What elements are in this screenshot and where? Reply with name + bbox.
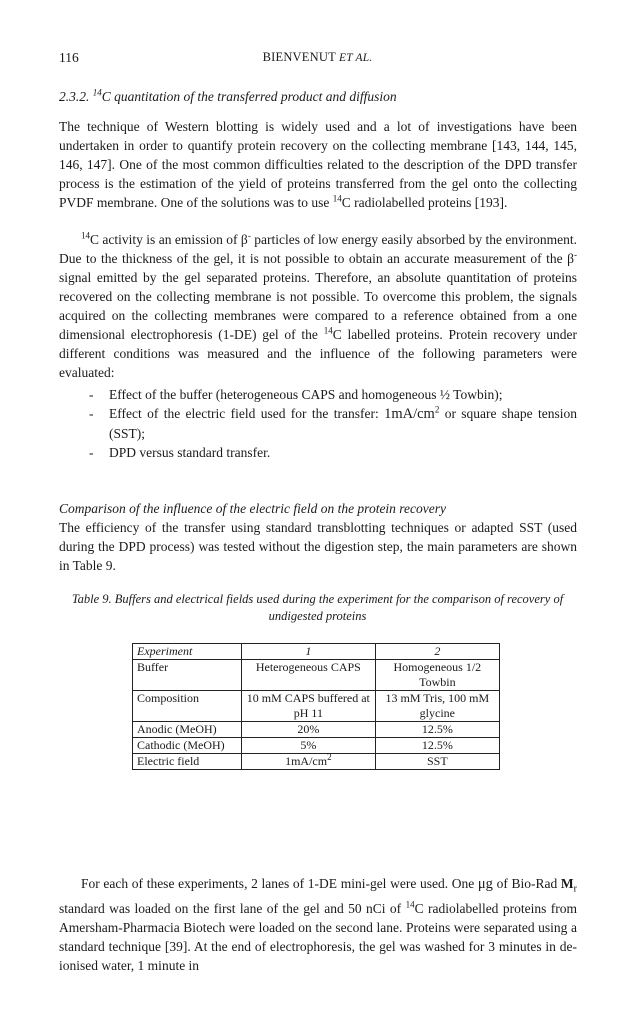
table-header-cell: 2: [375, 644, 499, 660]
table-cell: Composition: [133, 691, 242, 722]
table-row-anodic: [133, 722, 500, 738]
para2-s3: signal emitted by the gel separated proteins. Therefore, an absolute quantitation of proteins recovered on the collecting membrane is not possible. To overcome this problem, the signals acquired on the collecting membranes were compared to a reference obtained from a one dimensional electrophoresis (1-DE) gel of the: [59, 270, 577, 342]
microgram-symbol: μg: [477, 876, 493, 892]
section-title-text: C quantitation of the transferred product and diffusion: [101, 89, 397, 104]
field-unit-sup: 2: [434, 404, 440, 415]
table-row-electric-field: [133, 754, 500, 770]
paragraph-c14-activity: [59, 230, 577, 382]
section-number: 2.3.2.: [59, 89, 90, 104]
para2-beta-minus-2: -: [574, 249, 577, 260]
list-item-text-end: or square shape tension (SST);: [109, 406, 577, 441]
field-value-sup: 2: [327, 752, 332, 762]
table-cell: [242, 754, 376, 770]
list-item-dpd: [59, 443, 577, 462]
field-value: 1mA/cm: [285, 754, 328, 768]
list-item-text: Effect of the electric field used for the transfer:: [109, 406, 385, 421]
para4-isotope: 14: [405, 899, 415, 910]
table-cell: Homogeneous 1/2 Towbin: [375, 660, 499, 691]
para4-s1: For each of these experiments, 2 lanes of 1-DE mini-gel were used. One: [81, 876, 478, 891]
running-head-etal: ET AL.: [339, 52, 373, 64]
table-cell: 20%: [242, 722, 376, 738]
section-isotope: 14: [92, 87, 102, 98]
list-dash: -: [89, 445, 94, 460]
para1-text-end: C radiolabelled proteins [193].: [341, 195, 508, 210]
table-cell: SST: [375, 754, 499, 770]
table-cell: Anodic (MeOH): [133, 722, 242, 738]
paragraph-experiments: [59, 874, 577, 975]
page-header: [59, 50, 576, 68]
table-cell: Electric field: [133, 754, 242, 770]
list-item-electric-field: [59, 404, 577, 443]
table-cell: 13 mM Tris, 100 mM glycine: [375, 691, 499, 722]
table-header-row: [133, 644, 500, 660]
para1-isotope: 14: [332, 193, 342, 204]
para4-s3: standard was loaded on the first lane of the gel and 50 nCi of: [59, 900, 406, 916]
list-dash: -: [89, 387, 94, 402]
parameter-list: [59, 385, 577, 462]
list-item-text: Effect of the buffer (heterogeneous CAPS and homogeneous ½ Towbin);: [109, 387, 503, 402]
table-row-composition: [133, 691, 500, 722]
page-number: 116: [59, 50, 79, 65]
para4-s2: of Bio-Rad: [492, 876, 561, 891]
table-cell: Heterogeneous CAPS: [242, 660, 376, 691]
paragraph-efficiency: The efficiency of the transfer using standard transblotting techniques or adapted SST (used during the DPD process) was tested without the digestion step, the main parameters are shown in Table 9.: [59, 520, 577, 573]
table-caption: Table 9. Buffers and electrical fields used during the experiment for the comparison of recovery of undigested proteins: [71, 592, 564, 623]
section-title: [59, 87, 577, 106]
table-row-buffer: [133, 660, 500, 691]
para4-s4: C radiolabelled proteins from Amersham-Pharmacia Biotech were loaded on the second lane. Proteins were separated using a standard technique [39]. At the end of electrophoresis, the gel was washed for 3 minutes in de-ionised water, 1 minute in: [59, 900, 577, 973]
para2-s4: C labelled proteins. Protein recovery under different conditions was measured and the influence of the following parameters were evaluated:: [59, 327, 577, 380]
paragraph-western-blotting: [59, 117, 577, 212]
table-header-cell: Experiment: [133, 644, 242, 660]
table-cell: Cathodic (MeOH): [133, 738, 242, 754]
running-head-author: BIENVENUT: [262, 50, 336, 64]
list-item-buffer: [59, 385, 577, 404]
subsection-title: Comparison of the influence of the electric field on the protein recovery: [59, 501, 447, 516]
buffers-table: [132, 643, 500, 770]
para1-text: The technique of Western blotting is widely used and a lot of investigations have been undertaken in order to quantify protein recovery on the collecting membrane [143, 144, 145, 146, 147]. One of the most common difficulties related to the description of the DPD transfer process is the estimation of the yield of proteins transferred from the gel onto the collecting PVDF membrane. One of the solutions was to use: [59, 119, 577, 210]
table-header-cell: 1: [242, 644, 376, 660]
table-row-cathodic: [133, 738, 500, 754]
para2-s1: C activity is an emission of β: [90, 232, 248, 247]
mr-symbol: M: [560, 876, 574, 891]
field-unit: 1mA/cm: [384, 406, 435, 422]
table-cell: Buffer: [133, 660, 242, 691]
para2-isotope-2: 14: [323, 325, 333, 336]
para2-beta-minus-1: -: [247, 230, 251, 241]
para2-s2: particles of low energy easily absorbed by the environment. Due to the thickness of the gel, it is not possible to obtain an accurate measurement of the β: [59, 232, 578, 266]
running-head: [59, 50, 576, 65]
list-dash: -: [89, 406, 94, 421]
list-item-text: DPD versus standard transfer.: [109, 445, 271, 460]
table-cell: 5%: [242, 738, 376, 754]
table-cell: 12.5%: [375, 738, 499, 754]
table-cell: 12.5%: [375, 722, 499, 738]
para2-isotope: 14: [81, 230, 90, 241]
mr-subscript: r: [573, 883, 577, 895]
table-cell: 10 mM CAPS buffered at pH 11: [242, 691, 376, 722]
